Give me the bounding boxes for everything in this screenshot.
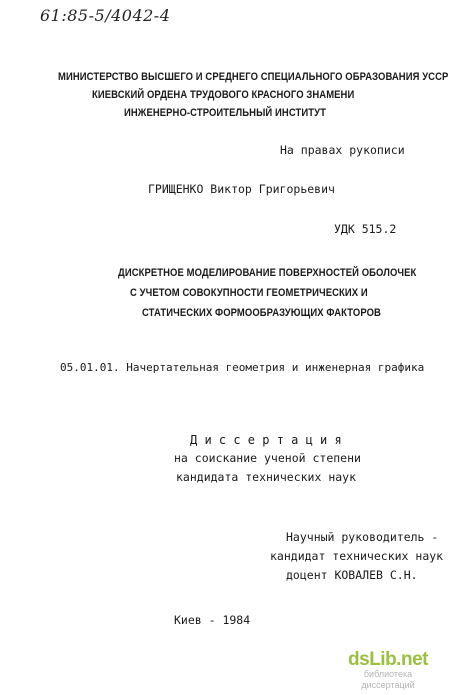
- author-name: ГРИЩЕНКО Виктор Григорьевич: [148, 182, 335, 196]
- degree-purpose: на соискание ученой степени: [174, 451, 361, 465]
- supervisor-name: доцент КОВАЛЕВ С.Н.: [286, 568, 418, 582]
- degree-name: кандидата технических наук: [176, 470, 357, 484]
- dissertation-title-line-3: СТАТИЧЕСКИХ ФОРМООБРАЗУЮЩИХ ФАКТОРОВ: [142, 307, 381, 319]
- udc-code: УДК 515.2: [334, 222, 397, 236]
- dissertation-title-line-2: С УЧЕТОМ СОВОКУПНОСТИ ГЕОМЕТРИЧЕСКИХ И: [130, 287, 368, 299]
- dslib-logo: dsLib.net: [348, 649, 428, 671]
- supervisor-title: Научный руководитель -: [286, 530, 439, 544]
- place-and-year: Киев - 1984: [174, 613, 251, 627]
- dslib-watermark: [338, 650, 438, 691]
- specialty-code: 05.01.01. Начертательная геометрия и инженерная графика: [60, 361, 425, 374]
- institution-line-1: МИНИСТЕРСТВО ВЫСШЕГО И СРЕДНЕГО СПЕЦИАЛЬНОГО ОБРАЗОВАНИЯ УССР: [58, 71, 449, 83]
- institution-line-2: КИЕВСКИЙ ОРДЕНА ТРУДОВОГО КРАСНОГО ЗНАМЕНИ: [92, 89, 355, 101]
- dissertation-title-line-1: ДИСКРЕТНОЕ МОДЕЛИРОВАНИЕ ПОВЕРХНОСТЕЙ ОБОЛОЧЕК: [118, 267, 417, 279]
- supervisor-degree: кандидат технических наук: [270, 549, 444, 563]
- handwritten-catalog-note: 61:85-5/4042-4: [40, 6, 171, 25]
- dslib-caption: библиотека диссертаций: [361, 669, 415, 691]
- manuscript-rights-note: На правах рукописи: [280, 143, 405, 157]
- institution-line-3: ИНЖЕНЕРНО-СТРОИТЕЛЬНЫЙ ИНСТИТУТ: [124, 107, 326, 119]
- dissertation-label: Д и с с е р т а ц и я: [190, 433, 342, 447]
